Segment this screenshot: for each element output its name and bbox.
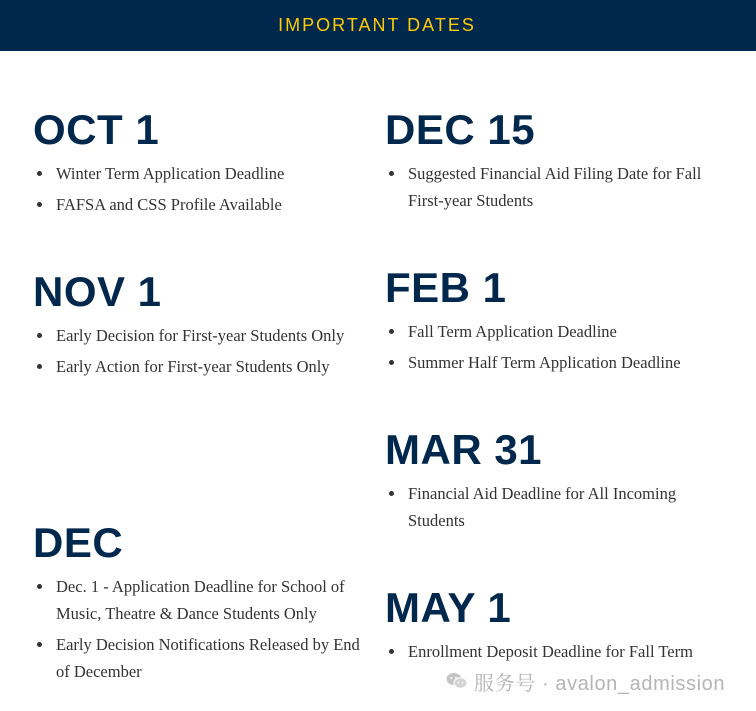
bullet-icon <box>389 329 394 334</box>
bullet-icon <box>389 491 394 496</box>
item-text: FAFSA and CSS Profile Available <box>56 195 282 214</box>
date-block-nov-1 <box>33 268 368 384</box>
date-item-list <box>385 318 720 376</box>
wechat-icon <box>446 672 468 690</box>
list-item <box>385 318 720 345</box>
bullet-icon <box>37 202 42 207</box>
watermark <box>446 668 725 694</box>
bullet-icon <box>389 171 394 176</box>
date-heading: FEB 1 <box>385 264 507 311</box>
date-block-feb-1 <box>385 264 720 380</box>
list-item <box>385 160 720 214</box>
item-text: Summer Half Term Application Deadline <box>408 353 681 372</box>
item-text: Winter Term Application Deadline <box>56 164 285 183</box>
bullet-icon <box>389 360 394 365</box>
watermark-text: 服务号 · avalon_admission <box>474 672 726 695</box>
date-item-list <box>385 638 720 665</box>
date-item-list <box>385 160 720 214</box>
page-banner <box>0 0 756 51</box>
item-text: Early Decision Notifications Released by End of December <box>56 635 360 681</box>
list-item <box>385 349 720 376</box>
list-item <box>33 631 368 685</box>
date-item-list <box>33 322 368 380</box>
list-item <box>33 160 368 187</box>
date-block-may-1 <box>385 584 720 669</box>
list-item <box>33 322 368 349</box>
date-heading: DEC 15 <box>385 106 536 153</box>
date-heading: MAY 1 <box>385 584 512 631</box>
date-block-dec-15 <box>385 106 720 218</box>
item-text: Early Action for First-year Students Only <box>56 357 330 376</box>
banner-title: IMPORTANT DATES <box>278 15 476 35</box>
item-text: Suggested Financial Aid Filing Date for Fall First-year Students <box>408 164 702 210</box>
list-item <box>385 638 720 665</box>
bullet-icon <box>37 364 42 369</box>
item-text: Financial Aid Deadline for All Incoming Students <box>408 484 677 530</box>
date-heading: MAR 31 <box>385 426 543 473</box>
date-item-list <box>33 160 368 218</box>
bullet-icon <box>37 584 42 589</box>
date-block-dec <box>33 519 368 689</box>
list-item <box>33 573 368 627</box>
item-text: Fall Term Application Deadline <box>408 322 617 341</box>
item-text: Enrollment Deposit Deadline for Fall Term <box>408 642 693 661</box>
item-text: Dec. 1 - Application Deadline for School of Music, Theatre & Dance Students Only <box>56 577 345 623</box>
list-item <box>385 480 720 534</box>
date-heading: DEC <box>33 519 124 566</box>
item-text: Early Decision for First-year Students Only <box>56 326 345 345</box>
date-block-mar-31 <box>385 426 720 538</box>
date-block-oct-1 <box>33 106 368 222</box>
list-item <box>33 353 368 380</box>
bullet-icon <box>37 171 42 176</box>
list-item <box>33 191 368 218</box>
date-item-list <box>385 480 720 534</box>
date-heading: OCT 1 <box>33 106 160 153</box>
bullet-icon <box>37 333 42 338</box>
bullet-icon <box>37 642 42 647</box>
bullet-icon <box>389 649 394 654</box>
date-item-list <box>33 573 368 685</box>
date-heading: NOV 1 <box>33 268 162 315</box>
